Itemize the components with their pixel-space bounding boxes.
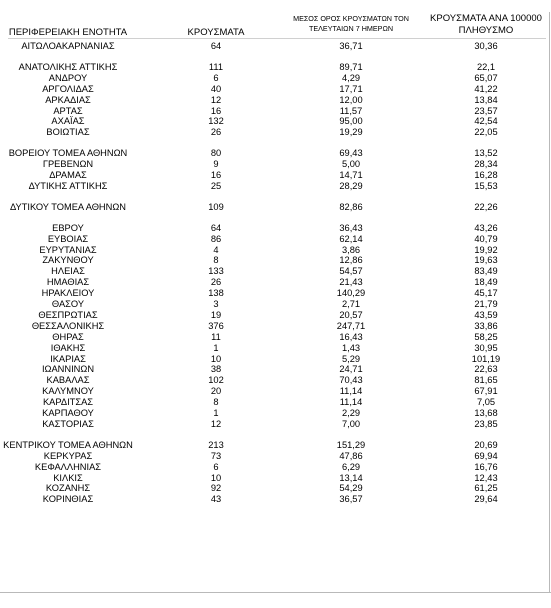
avg-7days-value: 62,14 [339,233,363,244]
table-row [0,354,551,365]
cases-value: 102 [208,375,224,386]
table-row [0,494,551,505]
per-100000-value: 16,28 [474,170,498,180]
table-row [0,255,551,266]
region-name: ΘΑΣΟΥ [51,299,85,309]
avg-7days-value: 140,29 [336,288,366,299]
table-row [0,148,551,159]
avg-7days-value: 5,00 [341,159,361,170]
region-name: ΘΗΡΑΣ [52,331,84,342]
table-row [0,159,551,170]
table-row [0,181,551,192]
header-avg-line2: ΤΕΛΕΥΤΑΙΩΝ 7 ΗΜΕΡΩΝ [308,24,394,33]
avg-7days-value: 16,43 [339,331,363,342]
cases-value: 6 [213,72,219,83]
table-row [0,170,551,181]
avg-7days-value: 89,71 [339,61,363,72]
region-name: ΑΙΤΩΛΟΑΚΑΡΝΑΝΙΑΣ [21,41,115,51]
avg-7days-value: 11,14 [339,386,363,397]
avg-7days-value: 36,57 [339,494,363,505]
per-100000-value: 22,05 [474,127,498,138]
table-row [0,299,551,310]
per-100000-value: 19,63 [474,255,498,266]
cases-value: 10 [210,472,222,483]
per-100000-value: 40,79 [474,233,498,244]
table-row [0,73,551,84]
cases-value: 8 [213,397,219,408]
region-name: ΔΥΤΙΚΟΥ ΤΟΜΕΑ ΑΘΗΝΩΝ [9,201,127,212]
per-100000-value: 20,69 [474,439,498,450]
table-row [0,483,551,494]
header-per-line1: ΚΡΟΥΣΜΑΤΑ ΑΝΑ 100000 [430,13,542,24]
per-100000-value: 65,07 [474,72,498,83]
avg-7days-value: 36,71 [339,41,363,51]
avg-7days-value: 12,86 [339,255,363,266]
cases-value: 111 [208,61,224,72]
avg-7days-value: 151,29 [336,439,366,450]
table-row [0,106,551,117]
cases-value: 12 [210,418,222,429]
table-row [0,364,551,375]
avg-7days-value: 54,57 [339,266,363,277]
avg-7days-value: 11,57 [339,105,363,116]
table-row [0,375,551,386]
cases-value: 43 [210,494,222,505]
avg-7days-value: 14,71 [339,170,363,180]
table-row [0,245,551,256]
table-row [0,95,551,106]
cases-value: 16 [210,170,222,180]
table-row [0,408,551,419]
avg-7days-value: 3,86 [341,244,361,255]
cases-value: 20 [210,386,222,397]
avg-7days-value: 21,43 [339,277,363,288]
region-name: ΑΡΚΑΔΙΑΣ [45,94,91,105]
region-name: ΚΑΣΤΟΡΙΑΣ [42,418,94,429]
table-row [0,84,551,95]
per-100000-value: 22,1 [476,61,496,72]
region-name: ΚΟΖΑΝΗΣ [45,483,91,494]
cases-value: 10 [210,353,222,364]
per-100000-value: 42,54 [474,116,498,127]
per-100000-value: 101,19 [471,353,501,364]
region-name: ΗΜΑΘΙΑΣ [46,277,90,288]
region-name: ΖΑΚΥΝΘΟΥ [42,255,94,266]
region-name: ΕΒΡΟΥ [52,222,84,233]
cases-value: 11 [211,331,221,342]
per-100000-value: 61,25 [474,483,498,494]
cases-value: 80 [210,148,222,159]
per-100000-value: 23,85 [474,418,498,429]
per-100000-value: 28,34 [474,159,498,170]
region-name: ΘΕΣΠΡΩΤΙΑΣ [38,309,98,320]
table-row [0,332,551,343]
cases-value: 4 [213,244,219,255]
region-name: ΑΝΔΡΟΥ [48,72,88,83]
cases-value: 26 [210,277,222,288]
cases-value: 25 [210,180,222,191]
avg-7days-value: 7,00 [341,418,361,429]
avg-7days-value: 2,71 [341,299,361,309]
per-100000-value: 29,64 [474,494,498,505]
per-100000-value: 18,49 [474,277,498,288]
table-row [0,288,551,299]
region-name: ΚΑΡΔΙΤΣΑΣ [42,397,94,408]
avg-7days-value: 28,29 [339,180,363,191]
avg-7days-value: 1,43 [341,342,361,353]
avg-7days-value: 4,29 [341,72,361,83]
region-name: ΓΡΕΒΕΝΩΝ [42,159,94,170]
per-100000-value: 21,79 [474,299,498,309]
avg-7days-value: 82,86 [339,201,363,212]
cases-value: 73 [210,450,222,461]
per-100000-value: 23,57 [474,105,498,116]
avg-7days-value: 24,71 [339,364,363,375]
header-region: ΠΕΡΙΦΕΡΕΙΑΚΗ ΕΝΟΤΗΤΑ [8,27,128,38]
cases-value: 138 [208,288,224,299]
avg-7days-value: 95,00 [339,116,363,127]
table-row [0,343,551,354]
table-row [0,451,551,462]
cases-value: 3 [213,299,219,309]
cases-value: 19 [210,309,222,320]
cases-value: 64 [210,222,222,233]
per-100000-value: 7,05 [476,397,496,408]
region-name: ΑΡΓΟΛΙΔΑΣ [42,83,94,94]
per-100000-value: 30,95 [474,342,498,353]
region-name: ΚΕΡΚΥΡΑΣ [43,450,93,461]
table-row [0,202,551,213]
region-name: ΔΥΤΙΚΗΣ ΑΤΤΙΚΗΣ [28,180,108,191]
avg-7days-value: 13,14 [339,472,363,483]
region-name: ΕΥΒΟΙΑΣ [47,233,89,244]
cases-value: 92 [210,483,222,494]
table-row [0,440,551,451]
table-row [0,473,551,484]
avg-7days-value: 247,71 [336,320,366,331]
cases-value: 132 [208,116,224,127]
avg-7days-value: 70,43 [339,375,363,386]
per-100000-value: 45,17 [474,288,498,299]
cases-value: 1 [213,408,219,418]
region-name: ΙΚΑΡΙΑΣ [50,353,86,364]
avg-7days-value: 2,29 [341,408,361,418]
region-name: ΒΟΡΕΙΟΥ ΤΟΜΕΑ ΑΘΗΝΩΝ [8,148,128,159]
table-row [0,321,551,332]
table-row [0,41,551,52]
per-100000-value: 41,22 [474,83,498,94]
region-name: ΚΑΛΥΜΝΟΥ [42,386,94,397]
table-row [0,62,551,73]
avg-7days-value: 11,14 [339,397,363,408]
region-name: ΗΛΕΙΑΣ [51,266,85,277]
cases-value: 64 [210,41,222,51]
cases-value: 109 [208,201,224,212]
cases-value: 40 [210,83,222,94]
per-100000-value: 15,53 [474,180,498,191]
table-row [0,310,551,321]
table-row [0,116,551,127]
region-name: ΑΡΤΑΣ [53,105,83,116]
avg-7days-value: 6,29 [341,461,361,472]
per-100000-value: 30,36 [474,41,498,51]
per-100000-value: 69,94 [474,450,498,461]
cases-value: 376 [208,320,224,331]
region-name: ΚΕΝΤΡΙΚΟΥ ΤΟΜΕΑ ΑΘΗΝΩΝ [3,439,133,450]
header-per-line2: ΠΛΗΘΥΣΜΟ [458,25,514,36]
header-avg-line1: ΜΕΣΟΣ ΟΡΟΣ ΚΡΟΥΣΜΑΤΩΝ ΤΟΝ [293,14,409,23]
per-100000-value: 19,92 [474,244,498,255]
header-cases: ΚΡΟΥΣΜΑΤΑ [187,27,245,38]
cases-value: 6 [213,461,219,472]
cases-value: 8 [213,255,219,266]
avg-7days-value: 5,29 [341,353,361,364]
avg-7days-value: 12,00 [339,94,363,105]
table-row [0,127,551,138]
per-100000-value: 16,76 [474,461,498,472]
cases-value: 133 [208,266,224,277]
avg-7days-value: 47,86 [339,450,363,461]
table-row [0,277,551,288]
avg-7days-value: 69,43 [339,148,363,159]
per-100000-value: 13,84 [474,94,498,105]
cases-value: 26 [210,127,222,138]
table-row [0,462,551,473]
per-100000-value: 22,63 [474,364,498,375]
cases-value: 86 [210,233,222,244]
region-name: ΒΟΙΩΤΙΑΣ [46,127,90,138]
per-100000-value: 83,49 [474,266,498,277]
cases-value: 38 [210,364,222,375]
region-name: ΚΟΡΙΝΘΙΑΣ [42,494,94,505]
region-name: ΗΡΑΚΛΕΙΟΥ [41,288,95,299]
table-row [0,397,551,408]
avg-7days-value: 36,43 [339,222,363,233]
cases-value: 213 [208,439,224,450]
per-100000-value: 12,43 [474,472,498,483]
region-name: ΕΥΡΥΤΑΝΙΑΣ [39,244,97,255]
table-row [0,234,551,245]
table-row [0,419,551,430]
region-name: ΑΝΑΤΟΛΙΚΗΣ ΑΤΤΙΚΗΣ [18,61,118,72]
per-100000-value: 13,68 [474,408,498,418]
per-100000-value: 67,91 [474,386,498,397]
cases-value: 12 [210,94,222,105]
cases-value: 9 [213,159,219,170]
region-name: ΚΕΦΑΛΛΗΝΙΑΣ [34,461,102,472]
per-100000-value: 13,52 [474,148,498,159]
table-row [0,266,551,277]
region-name: ΙΩΑΝΝΙΝΩΝ [41,364,95,375]
per-100000-value: 43,59 [474,309,498,320]
region-name: ΚΑΡΠΑΘΟΥ [42,408,94,418]
avg-7days-value: 54,29 [339,483,363,494]
cases-value: 16 [210,105,222,116]
region-name: ΚΑΒΑΛΑΣ [46,375,90,386]
region-name: ΔΡΑΜΑΣ [49,170,87,180]
region-name: ΑΧΑΪΑΣ [51,116,85,127]
avg-7days-value: 17,71 [339,83,363,94]
avg-7days-value: 20,57 [339,309,363,320]
per-100000-value: 22,26 [474,201,498,212]
per-100000-value: 81,65 [474,375,498,386]
per-100000-value: 43,26 [474,222,498,233]
per-100000-value: 58,25 [474,331,498,342]
table-row [0,223,551,234]
table-row [0,386,551,397]
region-name: ΚΙΛΚΙΣ [53,472,83,483]
avg-7days-value: 19,29 [339,127,363,138]
region-name: ΘΕΣΣΑΛΟΝΙΚΗΣ [31,320,105,331]
region-name: ΙΘΑΚΗΣ [50,342,86,353]
cases-value: 1 [213,342,219,353]
per-100000-value: 33,86 [474,320,498,331]
